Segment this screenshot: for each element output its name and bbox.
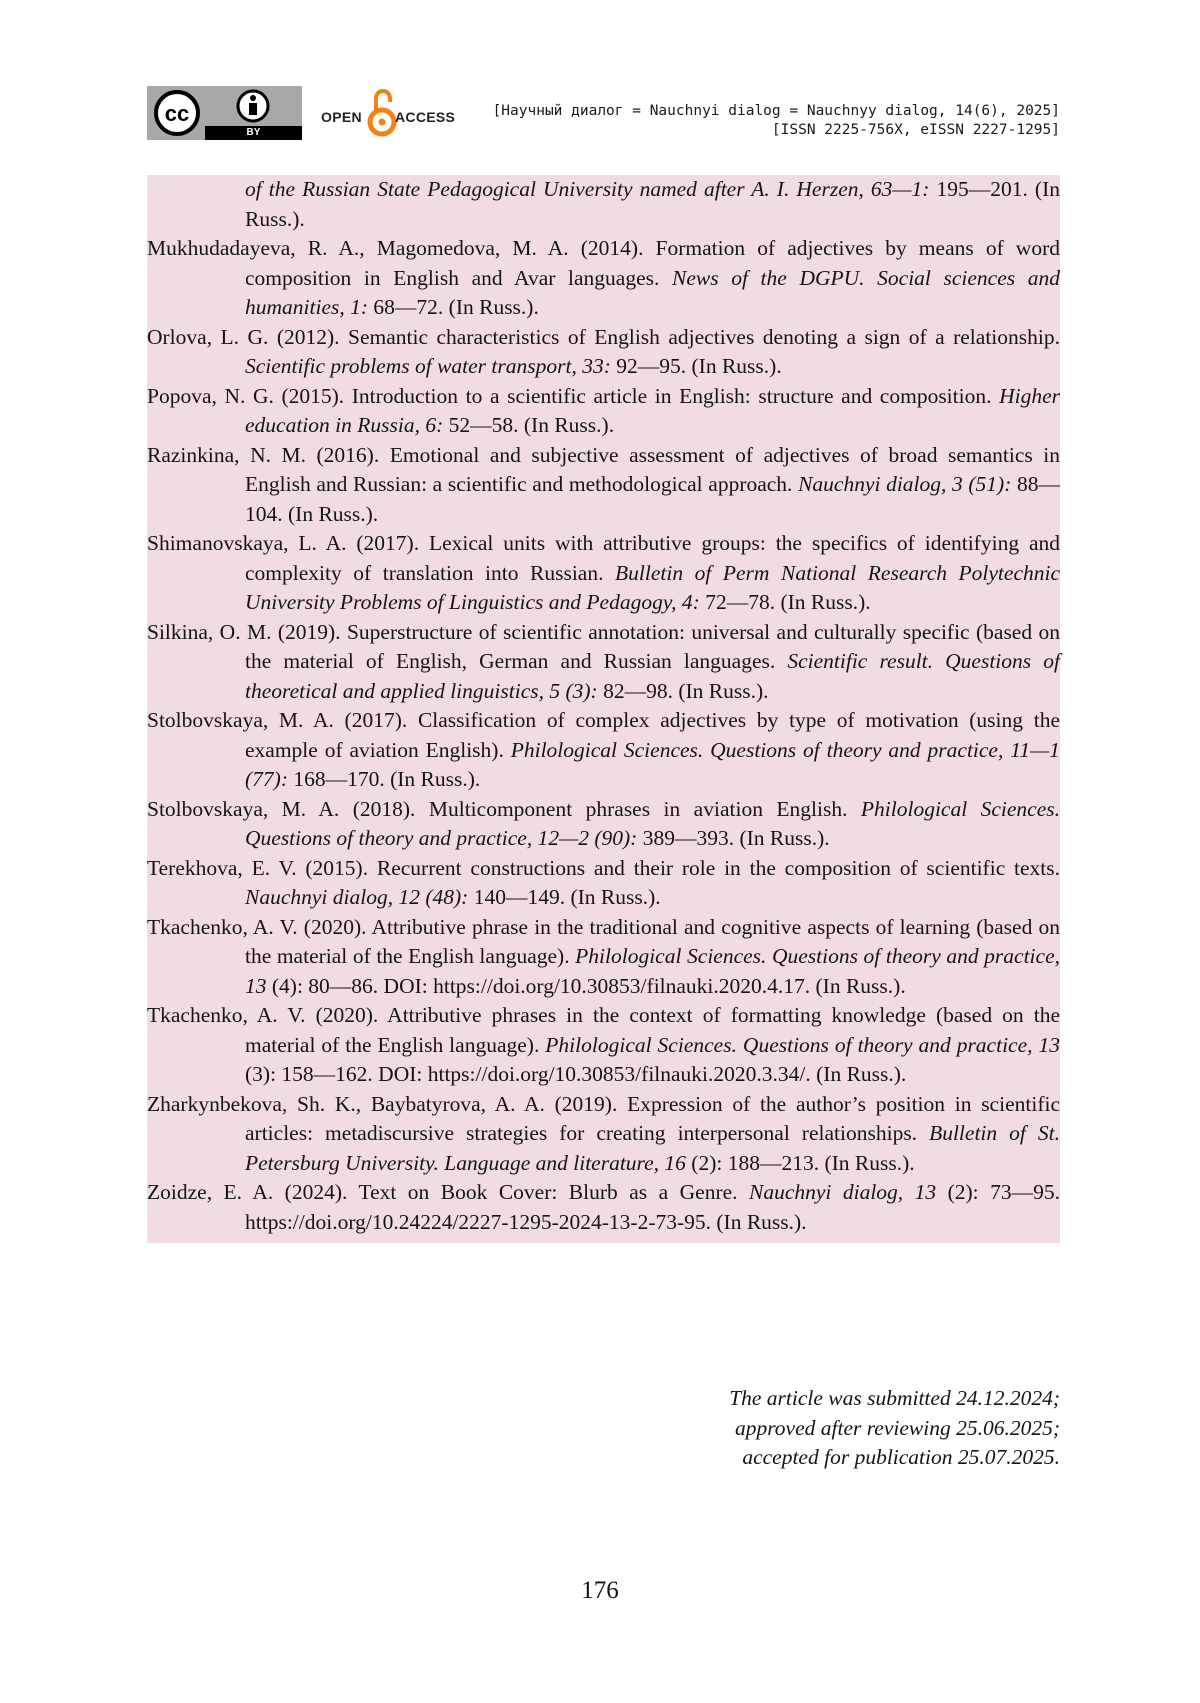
reference-pages: 72—78. (In Russ.). [699,590,871,614]
cc-by-license-badge[interactable] [147,86,302,140]
references-list [147,175,1060,1243]
reference-entry [147,913,1060,1002]
reference-authors-title: Silkina, O. M. (2019). Superstructure of scientific annotation: universal and culturally specific (based on the material of English, German and Russian languages. [147,619,1060,673]
reference-entry [147,1001,1060,1090]
reference-source: Scientific problems of water transport, 33: [245,354,611,378]
reference-pages: 88—104. (In Russ.). [245,472,1060,526]
reference-authors-title: Popova, N. G. (2015). Introduction to a scientific article in English: structure and composition. [147,383,1000,408]
reference-pages: 52—58. (In Russ.). [443,413,615,437]
reference-authors-title: Shimanovskaya, L. A. (2017). Lexical units with attributive groups: the specifics of identifying and complexity of translation into Russian. [147,531,1060,585]
reference-pages: 389—393. (In Russ.). [637,826,830,850]
reference-authors-title: Tkachenko, A. V. (2020). Attributive phrases in the context of formatting knowledge (based on the material of the English language). [147,1003,1060,1057]
reference-entry [147,441,1060,530]
reference-entry [147,323,1060,382]
journal-issn-line: [ISSN 2225-756X, eISSN 2227-1295] [771,122,1060,138]
reference-source: Philological Sciences. Questions of theory and practice, 11—1 (77): [245,737,1060,791]
reference-pages: (4): 80—86. DOI: https://doi.org/10.30853/filnauki.2020.4.17. (In Russ.). [266,973,906,998]
reference-entry [147,618,1060,707]
journal-title-line: [Научный диалог = Nauchnyi dialog = Nauchnyy dialog, 14(6), 2025] [492,103,1060,119]
reference-pages: (2): 188—213. (In Russ.). [685,1150,915,1175]
reference-authors-title: Zharkynbekova, Sh. K., Baybatyrova, A. A. (2019). Expression of the author’s position in scientific articles: metadiscursive strategies for creating interpersonal relationships. [147,1091,1060,1145]
reference-entry [147,795,1060,854]
open-access-logo [317,86,467,142]
svg-text:cc: cc [164,101,190,126]
reference-authors-title: Mukhudadayeva, R. A., Magomedova, M. A. (2014). Formation of adjectives by means of word composition in English and Avar languages. [147,236,1060,290]
reference-pages: 82—98. (In Russ.). [597,678,769,703]
reference-pages: (2): 73—95. https://doi.org/10.24224/2227-1295-2024-13-2-73-95. (In Russ.). [245,1180,1060,1234]
journal-citation [493,102,1060,140]
reference-authors-title: Stolbovskaya, M. A. (2018). Multicomponent phrases in aviation English. [147,796,861,821]
reference-source: Bulletin of St. Petersburg University. Language and literature, 16 [245,1121,1060,1175]
reference-pages: 140—149. (In Russ.). [468,885,661,909]
submitted-date: The article was submitted 24.12.2024; [729,1386,1060,1410]
reference-pages: 195—201. (In Russ.). [245,177,1061,231]
reference-authors-title: Razinkina, N. M. (2016). Emotional and subjective assessment of adjectives of broad semantics in English and Russian: a scientific and methodological approach. [147,442,1060,496]
reference-entry [147,175,1060,234]
reference-authors-title: Orlova, L. G. (2012). Semantic characteristics of English adjectives denoting a sign of a relationship. [147,324,1060,349]
reference-source: of the Russian State Pedagogical University named after A. I. Herzen, 63—1: [245,177,930,201]
reference-source: Philological Sciences. Questions of theory and practice, 12—2 (90): [245,796,1061,850]
reference-entry [147,529,1060,618]
page-number: 176 [581,1577,619,1604]
reference-source: Higher education in Russia, 6: [245,383,1060,437]
reference-authors-title: Zoidze, E. A. (2024). Text on Book Cover: Blurb as a Genre. [147,1180,749,1204]
reference-authors-title: Stolbovskaya, M. A. (2017). Classification of complex adjectives by type of motivation (using the example of aviation English). [147,708,1060,762]
reference-authors-title: Tkachenko, A. V. (2020). Attributive phrase in the traditional and cognitive aspects of learning (based on the material of the English language). [147,914,1060,968]
reference-source: Nauchnyi dialog, 3 (51): [798,472,1012,496]
reference-entry [147,706,1060,795]
reference-source: Philological Sciences. Questions of theory and practice, 13 [245,944,1060,998]
reference-entry [147,1090,1060,1179]
reference-source: Nauchnyi dialog, 12 (48): [245,885,469,909]
reference-source: Nauchnyi dialog, 13 [748,1180,937,1204]
reference-entry [147,234,1060,323]
open-access-access-label: ACCESS [395,109,456,125]
approved-date: approved after reviewing 25.06.2025; [734,1415,1060,1440]
cc-by-label: BY [246,127,261,138]
reference-entry [147,854,1060,913]
open-lock-icon [367,86,397,140]
accepted-date: accepted for publication 25.07.2025. [742,1445,1060,1469]
reference-pages: 168—170. (In Russ.). [287,767,481,791]
page-header [147,86,1060,142]
article-dates [729,1384,1060,1473]
reference-source: Bulletin of Perm National Research Polytechnic University Problems of Linguistics and Pedagogy, 4: [245,560,1061,614]
reference-pages: 68—72. (In Russ.). [368,295,539,319]
reference-authors-title: Terekhova, E. V. (2015). Recurrent constructions and their role in the composition of scientific texts. [147,855,1060,880]
reference-source: Philological Sciences. Questions of theory and practice, 13 [545,1032,1060,1057]
reference-source: News of the DGPU. Social sciences and humanities, 1: [245,265,1060,319]
reference-entry [147,1178,1060,1237]
reference-pages: 92—95. (In Russ.). [610,354,782,378]
reference-pages: (3): 158—162. DOI: https://doi.org/10.30853/filnauki.2020.3.34/. (In Russ.). [245,1062,907,1086]
open-access-open-label: OPEN [321,109,362,125]
reference-source: Scientific result. Questions of theoretical and applied linguistics, 5 (3): [245,649,1060,703]
reference-entry [147,382,1060,441]
